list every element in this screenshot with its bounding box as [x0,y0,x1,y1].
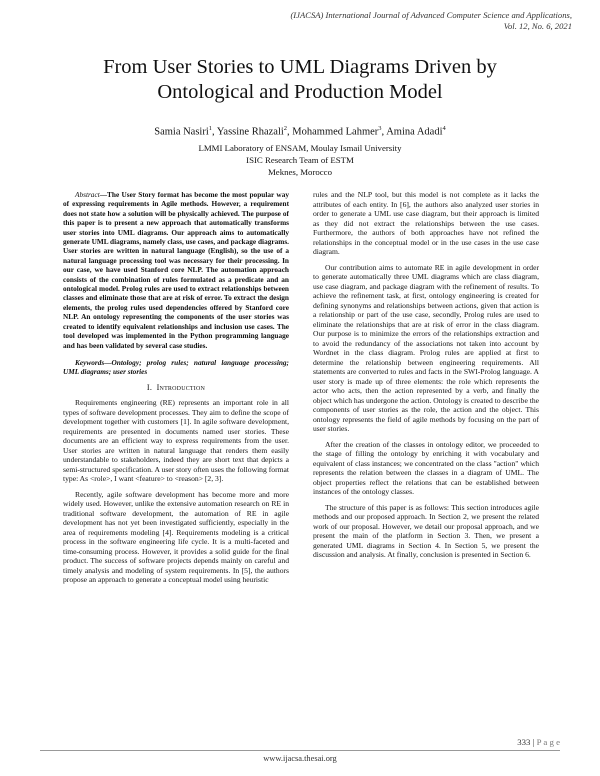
abstract-label: Abstract [75,190,100,199]
paper-title [40,55,560,105]
author-name: Samia Nasiri [154,126,209,138]
keywords-text: Ontology; prolog rules; natural language processing; UML diagrams; user stories [63,357,289,377]
page-separator: | [530,737,537,747]
author-name: Yassine Rhazali [216,126,284,138]
body-paragraph: Requirements engineering (RE) represents an important role in all types of software development processes. They aim to define the scope of development together with customers [1]. In agile software development, requirements are presented in documents named user stories. These documents are an efficient way to express requirements from the user. User stories are written in natural language that renders them easily understandable to stakeholders, indeed they are short text that depicts a semi-structured specification. A user story often uses the following format type: As <role>, I want <feature> to <reason> [2, 3]. [63,398,289,484]
author-separator: , [287,126,293,138]
abstract [63,190,289,350]
affiliation-team: ISIC Research Team of ESTM [246,155,354,165]
abstract-text: The User Story format has become the most popular way of expressing requirements in Agile methods. However, a requirement does not state how a solution will be physically achieved. The purpose of this paper is to present a new approach that automatically transforms user stories into UML diagrams. Our approach aims to automatically generate UML diagrams, namely class, use cases, and package diagrams. User stories are written in natural language (English), so the use of a natural language processing tool was necessary for their processing. In our case, we have used Stanford core NLP. The automation approach consists of the combination of rules formulated as a predicate and an ontological model. Prolog rules are used to extract relationships between classes and eliminate those that are at risk of error. To extract the design elements, the prolog rules used dependencies offered by Stanford core NLP. An ontology representing the components of the user stories was created to identify equivalent relationships and inclusion use cases. The tool developed was implemented in the Python programming language and has been validated by several case studies. [63,190,289,350]
author-affil-mark: 2 [283,125,288,132]
body-paragraph: Recently, agile software development has become more and more widely used. However, unlike the extensive automation research on RE in traditional software development, the automation of RE in agile development has not yet been investigated sufficiently, especially in the area of requirements modeling [4]. Requirements modeling is a critical process in the software engineering life cycle. It is a multi-faceted and time-consuming process. However, it provides a solid guide for the final product. The success of software projects depends mainly on careful and timely analysis and modeling of system requirements. In [5], the authors propose an approach to generate a conceptual model using heuristic [63,489,289,585]
author-affil-mark: 3 [378,125,382,132]
affiliation [40,142,560,178]
section-title: Introduction [156,382,206,392]
journal-volume: Vol. 12, No. 6, 2021 [503,21,572,31]
running-header [242,10,572,32]
footer-url: www.ijacsa.thesai.org [263,754,337,763]
author-name: Amina Adadi [386,126,443,138]
body-paragraph: rules and the NLP tool, but this model is not complete as it lacks the attributes of each entity. In [6], the authors also analyzed user stories in order to generate a UML use case diagram, but their approach is limited as they did not extract the relationships between the use cases. Furthermore, the authors of both approaches have not refined the relationships in the conceptual model or in the use cases in the use case diagram. [313,190,539,256]
body-paragraph: After the creation of the classes in ontology editor, we proceeded to the stage of filling the ontology by enriching it with vocabulary and equivalent of class instances; we concentrated on the class "action" which represents the relation between the classes in a diagram of UML. The object properties reflect the relations that can be established between instances of the ontology classes. [313,439,539,496]
right-column [313,190,539,566]
keywords-dash: — [104,357,112,367]
author-separator: , [212,126,217,138]
page-number [517,737,560,747]
author-affil-mark: 1 [208,125,213,132]
footer-rule [40,750,560,751]
author-list [40,125,560,138]
affiliation-city: Meknes, Morocco [267,167,332,177]
keywords-label: Keywords [75,357,105,367]
abstract-dash: — [99,190,108,199]
body-paragraph: The structure of this paper is as follows: This section introduces agile methods and our proposed approach. In Section 2, we present the related work of our proposal. However, we detail our proposal approach, and we present the main of the platform in Section 3. Then, we present a generated UML diagrams in Section 4. In Section 5, we present the discussion and analysis. At finally, conclusion is presented in Section 6. [313,502,539,559]
author-separator: , [381,126,387,138]
author-affil-mark: 4 [442,125,446,132]
page-word: P a g e [536,737,560,747]
title-line-2: Ontological and Production Model [157,81,443,103]
journal-name: (IJACSA) International Journal of Advanced Computer Science and Applications, [290,10,572,20]
body-paragraph: Our contribution aims to automate RE in agile development in order to generate automatically three UML diagrams which are class diagram, use case diagram, and package diagram with the refinement of results. To achieve the refinement task, at first, ontology engineering is created for defining synonyms and relationships between actions, given that action is a relationship or part of the use case, secondly, Prolog rules are used to eliminate the relationships that are at risk of error in the class diagram. Our purpose is to minimize the errors of the relationships extraction and to avoid the redundancy of the associations not taken into account by Wordnet in the class diagram. Prolog rules are applied at first to determine the relationship between engineering requirements. All statements are converted to rules and facts in the SWI-Prolog language. A user story is made up of three elements: the role which represents the actor who acts, then the action represented by a verb, and finally the object which has undergone the action. Ontology is created to describe the components of user stories as the role, the action and the object. This ontology represents the field of agile methods by focusing on the part of user stories. [313,262,539,433]
keywords [63,358,289,377]
section-heading-introduction [63,383,289,393]
section-number: I. [146,382,153,392]
title-line-1: From User Stories to UML Diagrams Driven by [103,56,497,78]
affiliation-lab: LMMI Laboratory of ENSAM, Moulay Ismail University [198,143,402,153]
author-name: Mohammed Lahmer [292,126,379,138]
page-number-value: 333 [517,737,531,747]
left-column [63,190,289,591]
